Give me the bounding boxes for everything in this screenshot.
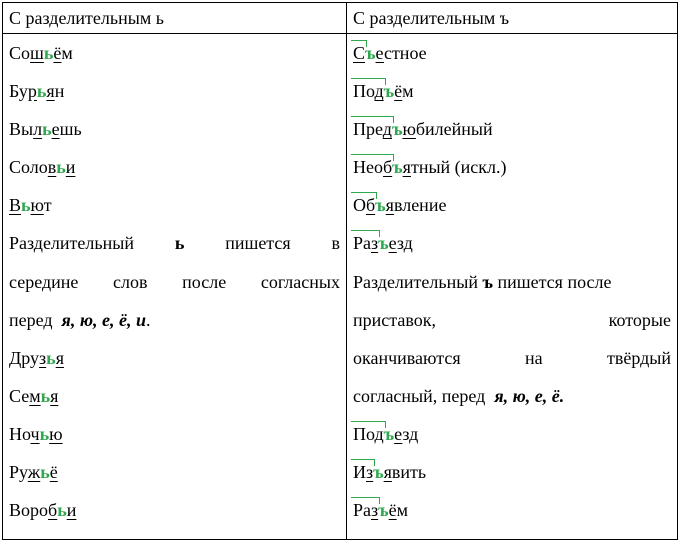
separating-sign: ъ [392, 157, 403, 178]
word-part: Но [9, 423, 31, 444]
vowel: е [51, 119, 60, 140]
separating-sign: ь [40, 385, 51, 406]
vowel: ё [53, 43, 62, 63]
word-part: Воро [9, 500, 49, 521]
soft-sign-word [3, 72, 346, 110]
vowel: я [383, 462, 392, 483]
separating-sign: ъ [391, 119, 403, 140]
hard-rule-line-4: согласный, перед я, ю, е, ё. [353, 385, 565, 406]
soft-sign-word [3, 186, 346, 224]
prefix-start: По [353, 81, 375, 102]
prefix [353, 186, 375, 224]
word-part: м [396, 500, 409, 521]
prefix-start: И [353, 462, 366, 483]
consonant: ш [30, 43, 44, 63]
prefix [353, 34, 365, 72]
hard-sign-word [347, 148, 677, 186]
vowel: ё [49, 462, 58, 483]
content-row [3, 34, 678, 540]
consonant: ч [30, 423, 40, 444]
hard-sign-word [347, 415, 677, 453]
prefix-final-consonant: д [374, 81, 384, 102]
hard-sign-word [347, 72, 677, 110]
separating-sign: ъ [375, 195, 386, 216]
hard-sign-char: ъ [482, 271, 493, 292]
word-part: стное [383, 43, 427, 63]
separating-sign: ъ [383, 423, 395, 444]
word-part: Со [9, 43, 31, 63]
prefix-final-consonant: д [374, 423, 384, 444]
word-part: вить [391, 462, 427, 483]
vowel: ё [388, 500, 397, 521]
prefix-start: Нео [353, 157, 383, 178]
soft-sign-word [3, 148, 346, 186]
soft-sign-word [3, 453, 346, 491]
separating-sign: ъ [373, 462, 384, 483]
separating-sign: ь [43, 43, 54, 63]
word-part: т [43, 195, 52, 216]
word-part: Соло [9, 157, 48, 178]
word-part: м [61, 43, 73, 63]
prefix [353, 148, 392, 186]
separating-sign: ь [36, 81, 47, 102]
soft-sign-column [3, 34, 347, 540]
prefix-final-consonant: б [366, 195, 376, 216]
vowel: ю [30, 195, 44, 216]
hard-sign-word [347, 491, 677, 529]
vowel: я [385, 195, 394, 216]
soft-sign-word [3, 377, 346, 415]
word-part: зд [396, 233, 413, 254]
separating-sign: ь [40, 462, 50, 483]
consonant: б [48, 500, 58, 521]
word-part: м [402, 81, 414, 102]
prefix-final-consonant: з [371, 233, 379, 254]
word-part: тный (искл.) [410, 157, 507, 178]
vowel: и [66, 500, 77, 521]
header-soft-sign: С разделительным ь [3, 3, 347, 34]
vowel: е [394, 423, 403, 444]
vowel: я [50, 385, 59, 406]
separating-sign: ь [46, 347, 56, 368]
prefix [353, 415, 384, 453]
consonant: з [39, 347, 47, 368]
spelling-rules-table [2, 2, 678, 540]
separating-sign: ь [57, 500, 67, 521]
vowel: е [388, 233, 397, 254]
word-part: билейный [415, 119, 493, 140]
prefix-start: Ра [353, 500, 371, 521]
prefix [353, 491, 378, 529]
hard-sign-column [347, 34, 678, 540]
word-part: зд [402, 423, 419, 444]
soft-sign-word [3, 34, 346, 72]
soft-rule-line-1: Разделительный ь пишется в [9, 233, 340, 254]
word-part: Бу [9, 81, 28, 102]
separating-sign: ь [42, 119, 52, 140]
prefix-start: По [353, 423, 375, 444]
word-part: Ру [9, 462, 28, 483]
prefix-start: Пре [353, 119, 383, 140]
soft-sign-word [3, 415, 346, 453]
consonant: в [47, 157, 57, 178]
consonant: р [27, 81, 37, 102]
soft-rule-line-3: перед я, ю, е, ё, и. [9, 309, 151, 330]
consonant: В [9, 195, 22, 216]
prefix-final-consonant: С [353, 43, 366, 63]
consonant: ж [27, 462, 41, 483]
separating-sign: ъ [365, 43, 376, 63]
separating-sign: ъ [378, 233, 389, 254]
word-part: Вы [9, 119, 34, 140]
vowel: я [402, 157, 411, 178]
word-part: Се [9, 385, 30, 406]
word-part: Дру [9, 347, 40, 368]
hard-sign-word [347, 186, 677, 224]
hard-sign-word [347, 224, 677, 262]
prefix [353, 224, 378, 262]
prefix-final-consonant: з [371, 500, 379, 521]
prefix-start: О [353, 195, 366, 216]
soft-rule-line-2: середине слов после согласных [9, 271, 340, 292]
hard-sign-word [347, 453, 677, 491]
separating-sign: ь [39, 423, 50, 444]
hard-rule-line-1: Разделительный ъ пишется после [353, 271, 612, 292]
prefix [353, 453, 373, 491]
consonant: л [33, 119, 43, 140]
separating-sign: ь [56, 157, 66, 178]
vowel: я [55, 347, 64, 368]
hard-rule-line-2: приставок, которые [353, 309, 671, 330]
soft-sign-char: ь [174, 233, 185, 254]
header-row [3, 3, 678, 34]
hard-rule-line-3: оканчиваются на твёрдый [353, 347, 671, 368]
word-part: шь [59, 119, 82, 140]
vowel: ё [394, 81, 403, 102]
separating-sign: ъ [378, 500, 389, 521]
soft-sign-word [3, 491, 346, 529]
soft-sign-word [3, 110, 346, 148]
word-part: вление [393, 195, 447, 216]
soft-sign-word [3, 339, 346, 377]
hard-sign-word [347, 110, 677, 148]
vowel: ю [49, 423, 63, 444]
prefix [353, 72, 384, 110]
consonant: м [29, 385, 41, 406]
prefix-final-consonant: д [382, 119, 392, 140]
prefix-final-consonant: з [366, 462, 374, 483]
vowel: я [46, 81, 55, 102]
prefix-start: Ра [353, 233, 371, 254]
word-part: н [54, 81, 65, 102]
hard-sign-word [347, 34, 677, 72]
header-hard-sign: С разделительным ъ [347, 3, 678, 34]
separating-sign: ъ [383, 81, 395, 102]
prefix-final-consonant: б [383, 157, 393, 178]
vowel: е [375, 43, 384, 63]
separating-sign: ь [21, 195, 31, 216]
prefix [353, 110, 392, 148]
vowel: ю [402, 119, 416, 140]
vowel: и [65, 157, 76, 178]
